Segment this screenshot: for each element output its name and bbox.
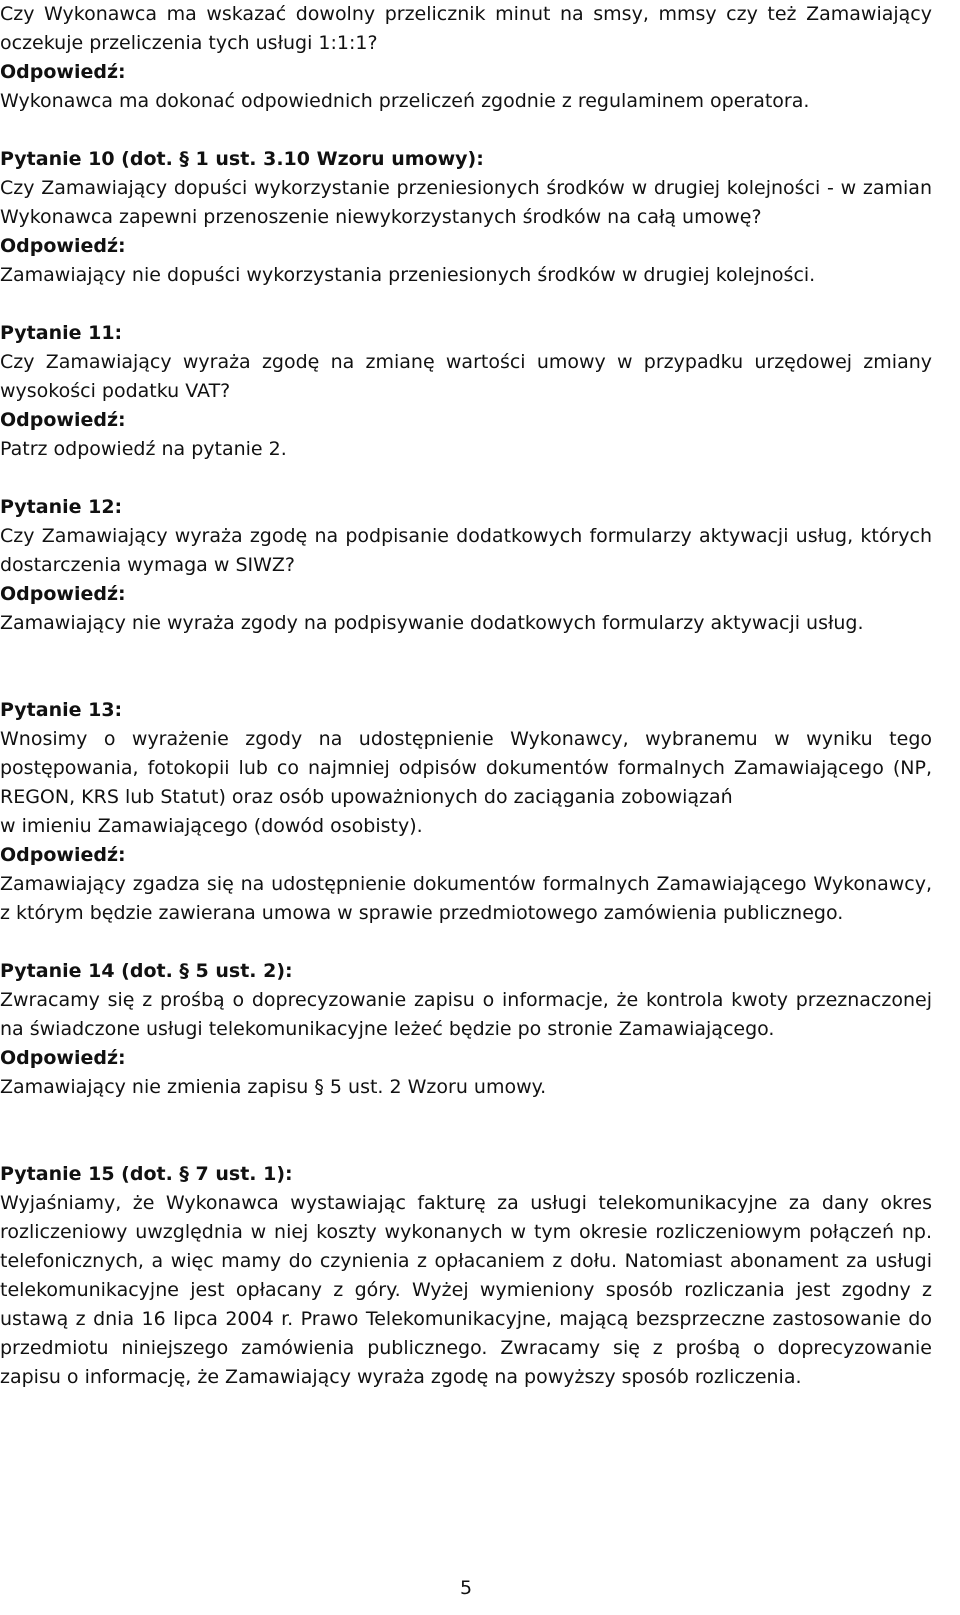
question-heading: Pytanie 14 (dot. § 5 ust. 2):	[0, 960, 293, 982]
answer-text: Zamawiający nie zmienia zapisu § 5 ust. 2 Wzoru umowy.	[0, 1076, 547, 1098]
question-text: Wyjaśniamy, że Wykonawca wystawiając fakturę za usługi telekomunikacyjne za dany okres rozliczeniowy uwzględnia w niej koszty wykonanych w tym okresie rozliczeniowym połączeń np. telefonicznych, a więc mamy do czynienia z opłacaniem z dołu. Natomiast abonament za usługi telekomunikacyjne jest opłacany z góry. Wyżej wymieniony sposób rozliczania jest zgodny z ustawą z dnia 16 lipca 2004 r. Prawo Telekomunikacyjne, mającą bezsprzeczne zastosowanie do przedmiotu niniejszego zamówienia publicznego. Zwracamy się z prośbą o doprecyzowanie zapisu o informację, że Zamawiający wyraża zgodę na powyższy sposób rozliczenia.	[0, 1192, 932, 1388]
page-number: 5	[459, 1577, 473, 1599]
answer-label: Odpowiedź:	[0, 409, 126, 431]
answer-text: Zamawiający nie wyraża zgody na podpisywanie dodatkowych formularzy aktywacji usług.	[0, 612, 864, 634]
qa-block-15	[0, 1160, 932, 1392]
question-text: Czy Zamawiający dopuści wykorzystanie przeniesionych środków w drugiej kolejności - w zamian Wykonawca zapewni przenoszenie niewykorzystanych środków na całą umowę?	[0, 177, 932, 228]
qa-block-10	[0, 145, 932, 290]
answer-label: Odpowiedź:	[0, 1047, 126, 1069]
question-text-continued: w imieniu Zamawiającego (dowód osobisty).	[0, 815, 423, 837]
answer-label: Odpowiedź:	[0, 583, 126, 605]
question-text: Czy Zamawiający wyraża zgodę na zmianę wartości umowy w przypadku urzędowej zmiany wysokości podatku VAT?	[0, 351, 932, 402]
answer-label: Odpowiedź:	[0, 844, 126, 866]
question-heading: Pytanie 13:	[0, 699, 123, 721]
answer-label: Odpowiedź:	[0, 61, 126, 83]
answer-label: Odpowiedź:	[0, 235, 126, 257]
question-text: Czy Zamawiający wyraża zgodę na podpisanie dodatkowych formularzy aktywacji usług, których dostarczenia wymaga w SIWZ?	[0, 525, 932, 576]
question-text: Wnosimy o wyrażenie zgody na udostępnienie Wykonawcy, wybranemu w wyniku tego postępowania, fotokopii lub co najmniej odpisów dokumentów formalnych Zamawiającego (NP, REGON, KRS lub Statut) oraz osób upoważnionych do zaciągania zobowiązań	[0, 728, 932, 808]
answer-text: Wykonawca ma dokonać odpowiednich przeliczeń zgodnie z regulaminem operatora.	[0, 90, 810, 112]
qa-block-9	[0, 0, 932, 116]
qa-block-11	[0, 319, 932, 464]
question-text: Czy Wykonawca ma wskazać dowolny przelicznik minut na smsy, mmsy czy też Zamawiający oczekuje przeliczenia tych usługi 1:1:1?	[0, 3, 932, 54]
question-text: Zwracamy się z prośbą o doprecyzowanie zapisu o informacje, że kontrola kwoty przeznaczonej na świadczone usługi telekomunikacyjne leżeć będzie po stronie Zamawiającego.	[0, 989, 932, 1040]
question-heading: Pytanie 10 (dot. § 1 ust. 3.10 Wzoru umowy):	[0, 148, 484, 170]
answer-text: Patrz odpowiedź na pytanie 2.	[0, 438, 287, 460]
qa-block-14	[0, 957, 932, 1102]
answer-text: Zamawiający nie dopuści wykorzystania przeniesionych środków w drugiej kolejności.	[0, 264, 816, 286]
question-heading: Pytanie 11:	[0, 322, 123, 344]
answer-text: Zamawiający zgadza się na udostępnienie dokumentów formalnych Zamawiającego Wykonawcy, z którym będzie zawierana umowa w sprawie przedmiotowego zamówienia publicznego.	[0, 873, 932, 924]
qa-block-13	[0, 696, 932, 928]
question-heading: Pytanie 12:	[0, 496, 123, 518]
question-heading: Pytanie 15 (dot. § 7 ust. 1):	[0, 1163, 293, 1185]
qa-block-12	[0, 493, 932, 638]
